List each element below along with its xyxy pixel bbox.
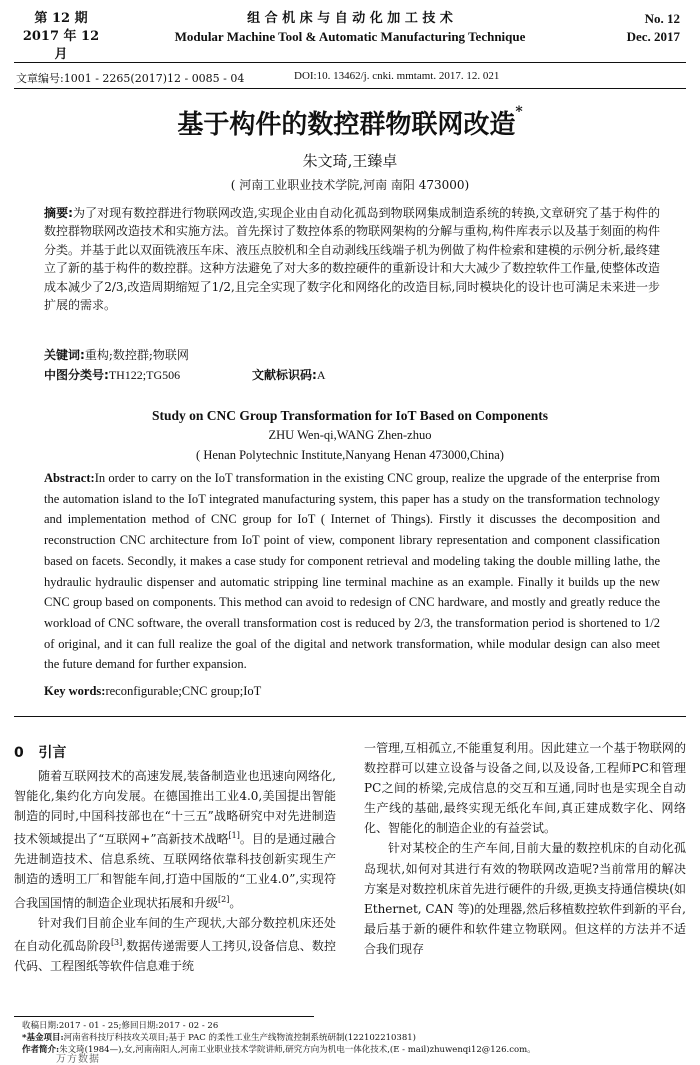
citation: [1] <box>228 831 240 841</box>
abstract-cn <box>44 204 660 314</box>
keywords-en-text: reconfigurable;CNC group;IoT <box>105 684 262 698</box>
meta-rule <box>14 88 686 89</box>
paragraph: 针对某校企的生产车间,目前大量的数控机床的自动化孤岛现状,如何对其进行有效的物联网改造呢?当前常用的解决方案是对数控机床首先进行硬件的升级,更换支持通信模块(如 Ethernet, CAN 等)的处理器,然后移植数控软件到新的平台,最后基于新的硬件和软件建立物联网。但这样的方法并不适合我们现存 <box>364 841 686 956</box>
header-rule <box>14 62 686 63</box>
citation: [3] <box>110 937 123 947</box>
text-run: 。目的是通过融合先进制造技术、信息系统、互联网络依靠科技创新实现生产制造的透明工厂和智能车间,打造中国版的“工业4.0”,实现符合我国国情的制造企业现状拓展和升级 <box>14 832 336 910</box>
watermark: 万方数据 <box>56 1054 100 1065</box>
journal-cn: 组 合 机 床 与 自 动 化 加 工 技 术 <box>247 11 453 26</box>
keywords-en <box>44 684 261 699</box>
article-meta <box>16 70 684 86</box>
section-heading <box>14 742 66 762</box>
authors-cn: 朱文琦,王臻卓 <box>302 152 398 170</box>
body-column-right <box>364 738 686 959</box>
paragraph <box>14 766 336 913</box>
abstract-en-label: Abstract: <box>44 471 95 485</box>
abstract-en-text: In order to carry on the IoT transformation in the existing CNC group, realize the upgrade of the enterprise from the automation island to the IoT integrated manufacturing system, this paper has a study on the transformation technology and implementation method of CNC group for IoT ( Internet of Things). Firstly it discusses the decomposition and reconstruction CNC architecture from IoT point of view, component library representation and component classification based on facets. Secondly, it makes a case study for component retrieval and modeling taking the double milling lathe, the hydraulic hydraulic dispenser and automatic stripping line terminal machine as an example. Finally it builds up the new CNC group based on components. This method can avoid to redesign of CNC hardware, and mostly and greatly reduce the workload of CNC software, the overall transformation cost is reduced by 2/3, the transformation period is shortened to 1/2 of original, and it can full realize the goal of the digital and network transformation, while modular design can also meet the future demand for further expansion. <box>44 471 660 672</box>
authors-en: ZHU Wen-qi,WANG Zhen-zhuo <box>268 428 432 442</box>
keywords-cn <box>44 346 189 363</box>
fund-text: 河南省科技厅科技攻关项目;基于 PAC 的柔性工业生产线物流控制系统研制(122102210381) <box>63 1033 416 1043</box>
keywords-cn-text: 重构;数控群;物联网 <box>84 348 189 362</box>
author-bio-label: 作者简介: <box>22 1045 60 1055</box>
keywords-cn-label: 关键词: <box>44 348 85 362</box>
header-journal <box>140 10 560 46</box>
doc-code-label: 文献标识码: <box>252 368 317 382</box>
title-cn: 基于构件的数控群物联网改造 <box>177 110 516 140</box>
header-issue-right <box>560 10 680 46</box>
section-number: 0 <box>14 745 24 761</box>
abstract-en <box>44 468 660 675</box>
issue-en: No. 12 <box>644 11 680 26</box>
document-code <box>252 366 325 383</box>
text-run: 随着互联网技术的高速发展,装备制造业也迅速向网络化,智能化,集约化方向发展。在德国推出工业4.0,美国提出智能制造的同时,中国科技部也在“十三五”战略研究中对先进制造技术领域提出了“互联网+”高新技术战略 <box>14 769 336 847</box>
classification-line <box>44 366 326 383</box>
text-run: ,数据传递需要人工拷贝,设备信息、数控代码、工程图纸等软件信息难于统 <box>14 938 336 973</box>
paragraph <box>14 913 336 976</box>
clc-code: TH122;TG506 <box>108 368 181 382</box>
abstract-cn-text: 为了对现有数控群进行物联网改造,实现企业由自动化孤岛到物联网集成制造系统的转换,文章研究了基于构件的数控群物联网改造技术和实施方法。首先探讨了数控体系的物联网架构的分解与重构,构件库表示以及基于刻面的构件分类。并基于此以双面铣液压车床、液压点胶机和全自动剥线压线端子机为例做了构件检索和建模的示例分析,最终建立了新的基于构件的数控群。这种方法避免了对大多的数控硬件的重新设计和大大减少了数控软件工作量,使整体改造成本减少了2/3,改造周期缩短了1/2,且完全实现了数字化和网络化的改造目标,同时模块化的设计也可满足未来进一步扩展的需求。 <box>44 206 660 313</box>
keywords-en-label: Key words: <box>44 684 106 698</box>
footnote-rule <box>14 1016 314 1017</box>
affiliation-en: ( Henan Polytechnic Institute,Nanyang Henan 473000,China) <box>196 448 504 462</box>
affiliation-cn: ( 河南工业职业技术学院,河南 南阳 473000) <box>230 178 470 192</box>
title-footnote-mark: * <box>515 104 523 120</box>
doi: DOI:10. 13462/j. cnki. mmtamt. 2017. 12. 021 <box>294 70 500 82</box>
text-run: 针对我们目前企业车间的生产现状,大部分数控机床还处在自动化孤岛阶段 <box>14 915 336 953</box>
date-en: Dec. 2017 <box>626 29 680 44</box>
fund-label: *基金项目: <box>22 1033 64 1043</box>
date-cn: 2017 年 12 月 <box>22 29 100 62</box>
issue-cn: 第 12 期 <box>34 11 88 26</box>
paragraph: 一管理,互相孤立,不能重复利用。因此建立一个基于物联网的数控群可以建立设备与设备之间,以及设备,工程师PC和管理PC之间的桥梁,完成信息的交互和互通,同时也是实现全自动生产线的基础,最终实现无纸化车间,真正建成数字化、网络化、智能化的制造企业的有益尝试。 <box>364 741 686 836</box>
page-title <box>0 104 700 141</box>
article-number: 文章编号:1001 - 2265(2017)12 - 0085 - 04 <box>16 72 245 85</box>
header-issue-left <box>16 10 106 64</box>
clc-label: 中图分类号: <box>44 368 109 382</box>
footnote-fund <box>22 1032 682 1044</box>
text-run: 。 <box>229 895 242 910</box>
section-title: 引言 <box>38 745 67 761</box>
citation: [2] <box>218 894 230 904</box>
title-en: Study on CNC Group Transformation for IoT Based on Components <box>152 408 548 423</box>
abstract-cn-label: 摘要: <box>44 206 73 220</box>
journal-en: Modular Machine Tool & Automatic Manufacturing Technique <box>174 29 526 44</box>
author-bio-text: 朱文琦(1984—),女,河南南阳人,河南工业职业技术学院讲师,研究方向为机电一体化技术,(E - mail)zhuwenqi12@126.com。 <box>59 1045 536 1055</box>
body-column-left <box>14 766 336 976</box>
footnote-received: 收稿日期:2017 - 01 - 25;修回日期:2017 - 02 - 26 <box>22 1021 219 1031</box>
footnote-author <box>22 1044 682 1056</box>
doc-code-value: A <box>316 368 326 382</box>
abstract-rule <box>14 716 686 717</box>
